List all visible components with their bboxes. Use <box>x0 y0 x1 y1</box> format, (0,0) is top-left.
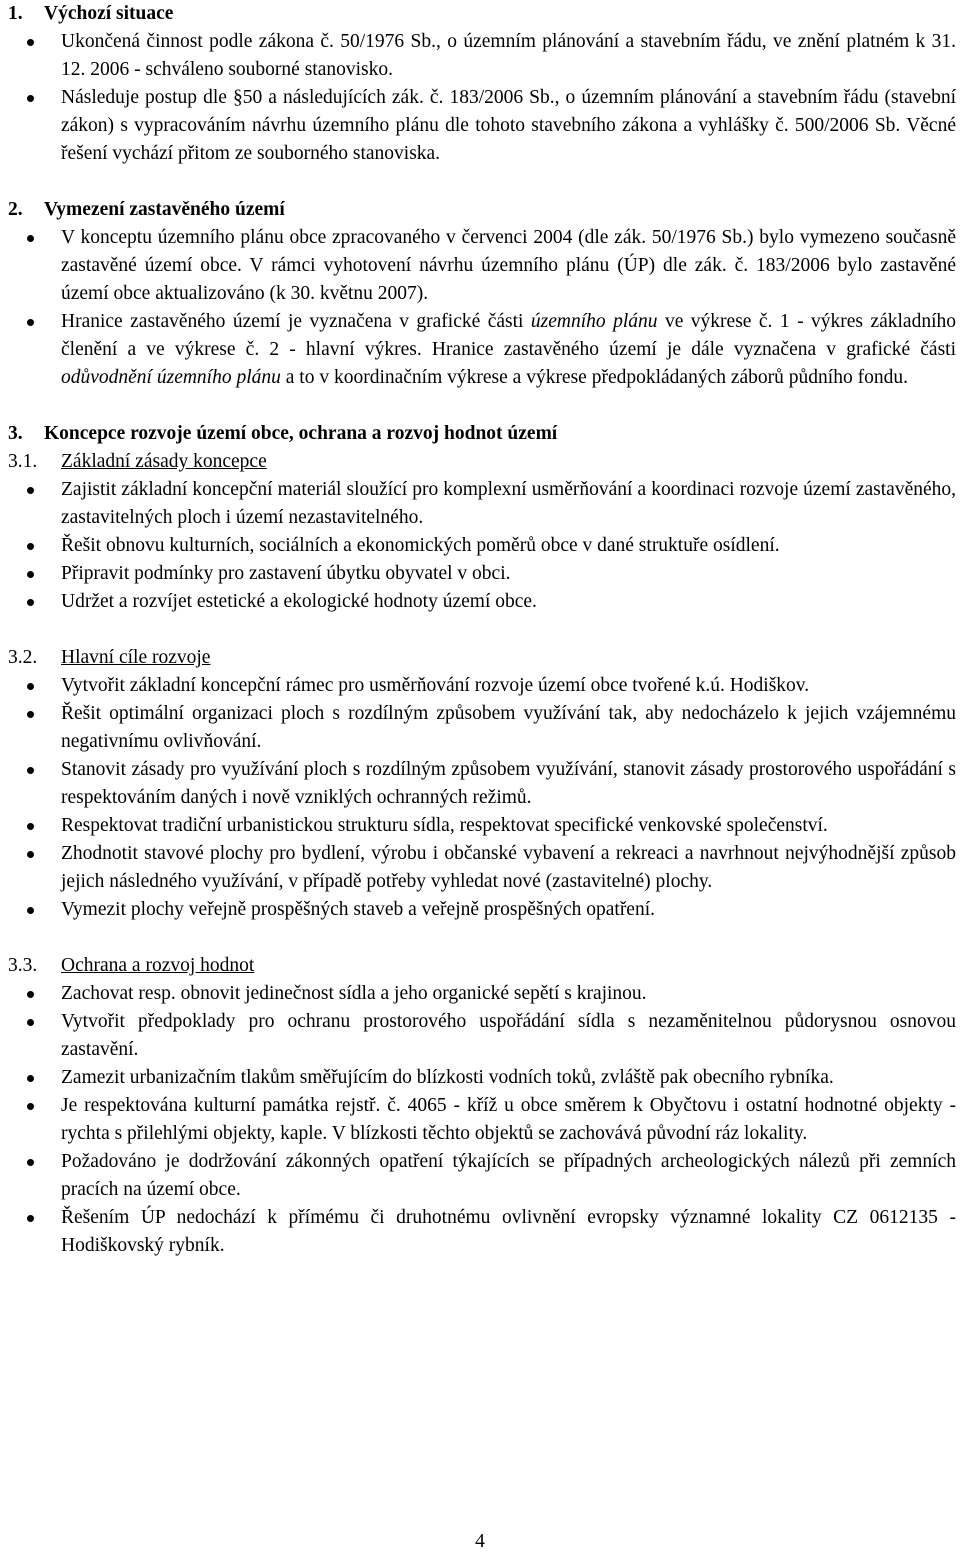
list-item: Zajistit základní koncepční materiál sloužící pro komplexní usměrňování a koordinaci rozvoje území zastavěného, zastavitelných ploch i území nezastavitelného. <box>8 476 956 532</box>
list-item <box>8 308 956 392</box>
list-item: Udržet a rozvíjet estetické a ekologické hodnoty území obce. <box>8 588 956 616</box>
list-item: Vytvořit předpoklady pro ochranu prostorového uspořádání sídla s nezaměnitelnou půdorysnou osnovou zastavění. <box>8 1008 956 1064</box>
text-run: a to v koordinačním výkrese a výkrese předpokládaných záborů půdního fondu. <box>280 367 908 388</box>
section-title: Vymezení zastavěného území <box>44 199 285 220</box>
section-2-list <box>8 224 956 392</box>
list-item: Vymezit plochy veřejně prospěšných staveb a veřejně prospěšných opatření. <box>8 896 956 924</box>
list-item: Řešit obnovu kulturních, sociálních a ekonomických poměrů obce v dané struktuře osídlení. <box>8 532 956 560</box>
subsection-number: 3.3. <box>8 955 38 976</box>
list-item: Zamezit urbanizačním tlakům směřujícím do blízkosti vodních toků, zvláště pak obecního rybníka. <box>8 1064 956 1092</box>
subsection-3-1-list <box>8 476 956 616</box>
page-number: 4 <box>475 1531 485 1552</box>
list-item: Respektovat tradiční urbanistickou strukturu sídla, respektovat specifické venkovské společenství. <box>8 812 956 840</box>
section-number: 3. <box>8 423 23 444</box>
list-item: Zhodnotit stavové plochy pro bydlení, výrobu i občanské vybavení a rekreaci a navrhnout nejvýhodnější způsob jejich následného využívání, v případě potřeby vyhledat nové (zastavitelné) plochy. <box>8 840 956 896</box>
section-2-heading <box>8 196 956 224</box>
section-number: 2. <box>8 199 23 220</box>
list-item: Stanovit zásady pro využívání ploch s rozdílným způsobem využívání, stanovit zásady prostorového uspořádání s respektováním daných i nově vzniklých ochranných režimů. <box>8 756 956 812</box>
section-number: 1. <box>8 3 23 24</box>
list-item: Je respektována kulturní památka rejstř. č. 4065 - kříž u obce směrem k Obyčtovu i ostatní hodnotné objekty - rychta s přilehlými objekty, kaple. V blízkosti těchto objektů se zachovává původní ráz lokality. <box>8 1092 956 1148</box>
section-title: Koncepce rozvoje území obce, ochrana a rozvoj hodnot území <box>44 423 558 444</box>
subsection-3-2-list <box>8 672 956 924</box>
subsection-3-1-heading <box>8 448 956 476</box>
list-item: Zachovat resp. obnovit jedinečnost sídla a jeho organické sepětí s krajinou. <box>8 980 956 1008</box>
subsection-3-2-heading <box>8 644 956 672</box>
text-run: Hranice zastavěného území je vyznačena v grafické části <box>61 311 531 332</box>
subsection-number: 3.1. <box>8 451 38 472</box>
text-run: ve výkrese č. 1 - výkres základního členění a ve výkrese č. 2 - hlavní výkres. Hranice zastavěného území je dále vyznačena v grafické části <box>61 311 956 360</box>
list-item: Vytvořit základní koncepční rámec pro usměrňování rozvoje území obce tvořené k.ú. Hodiškov. <box>8 672 956 700</box>
list-item: Řešením ÚP nedochází k přímému či druhotnému ovlivnění evropsky významné lokality CZ 0612135 - Hodiškovský rybník. <box>8 1204 956 1260</box>
list-item: Ukončená činnost podle zákona č. 50/1976 Sb., o územním plánování a stavebním řádu, ve znění platném k 31. 12. 2006 - schváleno souborné stanovisko. <box>8 28 956 84</box>
list-item: V konceptu územního plánu obce zpracovaného v červenci 2004 (dle zák. 50/1976 Sb.) bylo vymezeno současně zastavěné území obce. V rámci vyhotovení návrhu územního plánu (ÚP) dle zák. č. 183/2006 bylo zastavěné území obce aktualizováno (k 30. květnu 2007). <box>8 224 956 308</box>
section-1-list <box>8 28 956 168</box>
list-item: Následuje postup dle §50 a následujících zák. č. 183/2006 Sb., o územním plánování a stavebním řádu (stavební zákon) s vypracováním návrhu územního plánu dle tohoto stavebního zákona a vyhlášky č. 500/2006 Sb. Věcné řešení vychází přitom ze souborného stanoviska. <box>8 84 956 168</box>
list-item: Požadováno je dodržování zákonných opatření týkajících se případných archeologických nálezů při zemních pracích na území obce. <box>8 1148 956 1204</box>
emphasis-text: odůvodnění územního plánu <box>61 367 281 388</box>
section-1-heading <box>8 0 956 28</box>
subsection-number: 3.2. <box>8 647 38 668</box>
subsection-3-3-list <box>8 980 956 1260</box>
list-item: Připravit podmínky pro zastavení úbytku obyvatel v obci. <box>8 560 956 588</box>
subsection-title: Hlavní cíle rozvoje <box>61 647 211 668</box>
emphasis-text: územního plánu <box>530 311 658 332</box>
subsection-title: Základní zásady koncepce <box>61 451 267 472</box>
subsection-title: Ochrana a rozvoj hodnot <box>61 955 255 976</box>
section-3-heading <box>8 420 956 448</box>
subsection-3-3-heading <box>8 952 956 980</box>
section-title: Výchozí situace <box>44 3 174 24</box>
list-item: Řešit optimální organizaci ploch s rozdílným způsobem využívání tak, aby nedocházelo k jejich vzájemnému negativnímu ovlivňování. <box>8 700 956 756</box>
